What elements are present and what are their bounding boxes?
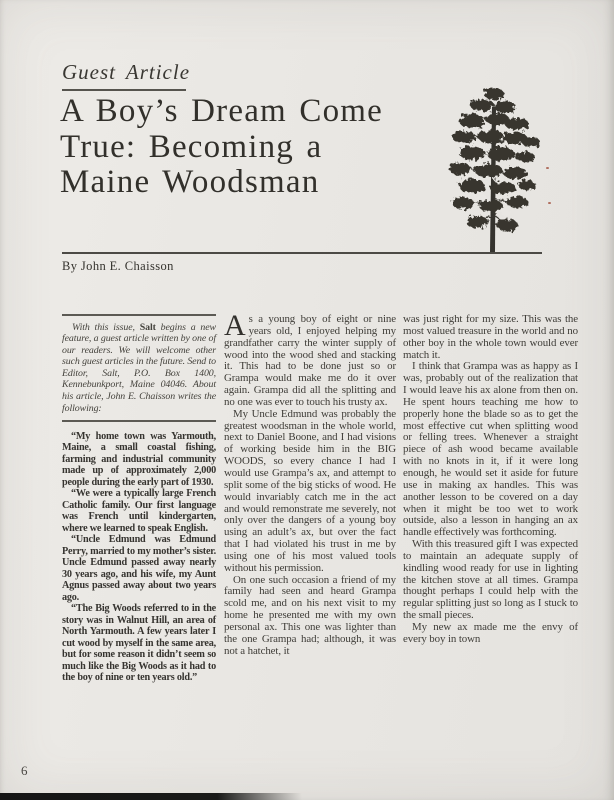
byline: By John E. Chaisson [62,259,174,273]
intro-note [62,322,216,415]
body-column-2 [403,314,578,646]
body-paragraph [224,309,396,409]
quote-paragraph: “My home town was Yarmouth, Maine, a small coastal fishing, farming and industrial community made up of approximately 2,000 people during the early part of 1930. [62,430,216,488]
article-title [60,94,383,201]
intro-text: begins a new feature, a guest article written by one of our readers. We will welcome other such guest articles in the future. Send to Editor, Salt, P.O. Box 1400, Kennebunkport, Maine 04046. About his article, John E. Chaisson writes the following: [62,321,216,414]
scan-edge-bar [0,793,302,800]
quote-paragraph: “Uncle Edmund was Edmund Perry, married to my mother’s sister. Uncle Edmund passed away nearly 30 years ago, and his wife, my Aunt Agnus passed away about two years ago. [62,534,216,603]
intro-rule-bottom [62,420,216,422]
paragraph-text: s a young boy of eight or nine years old, I enjoyed helping my grandfather carry the winter supply of wood into the wood shed and stacking it. This had to be done just so or Grampa would make me do it over again. Grampa did all the splitting and no one was ever to touch his trusty ax. [224,313,396,408]
intro-text: With this issue, [72,321,140,333]
body-column-1 [224,309,396,657]
title-line: A Boy’s Dream Come [60,93,383,129]
kicker: Guest Article [62,60,191,84]
pine-tree-icon [440,81,550,254]
title-line: Maine Woodsman [60,164,320,200]
body-paragraph: My Uncle Edmund was probably the greatest woodsman in the whole world, next to Daniel Boone, and I had visions of working beside him in the BIG WOODS, so every chance I had I would use Grampa’s ax, and attempt to split some of the big sticks of wood. He would invariably catch me in the act and would remonstrate me severely, not only over the dangers of a young boy using an adult’s ax, but over the fact that I had violated his trust in me by using one of his most valued tools without his permission. [224,407,396,574]
intro-column [62,314,216,684]
quote-paragraph: “The Big Woods referred to in the story was in Walnut Hill, an area of North Yarmouth. A few years later I cut wood by myself in the same area, but for some reason it didn’t seem so much like the Big Woods as it had to the boy of nine or ten years old.” [62,603,216,684]
drop-cap: A [224,309,246,342]
quote-paragraph: “We were a typically large French Catholic family. Our first language was French until kindergarten, where we learned to speak English. [62,488,216,534]
title-line: True: Becoming a [60,128,323,165]
body-paragraph: On one such occasion a friend of my family had seen and heard Grampa scold me, and on his next visit to my home he presented me with my own personal ax. This one was lighter than the one Grampa had; although, it was not a hatchet, it [224,573,396,657]
body-paragraph: I think that Grampa was as happy as I was, probably out of the realization that I would leave his ax alone from then on. He spent hours teaching me how to properly hone the blade so as to get the most effective cut when splitting wood or felling trees. Whenever a straight piece of ash wood became available with no knots in it, if it were long enough, he would set it aside for future use in making ax handles. This was another lesson to be covered on a day when it might be too wet to work outside, also a lesson in hanging an ax handle effectively was forthcoming. [403,360,578,539]
body-paragraph: was just right for my size. This was the most valued treasure in the world and no other boy in the whole town would ever match it. [403,313,578,361]
intro-rule-top [62,314,216,316]
scan-speck [546,167,549,169]
page-number: 6 [21,763,28,778]
body-paragraph: My new ax made me the envy of every boy in town [403,620,578,645]
byline-rule [62,252,542,254]
body-paragraph: With this treasured gift I was expected to maintain an adequate supply of kindling wood ready for use in lighting the kitchen stove at all times. Grampa thought perhaps I could help with the regular splitting just so long as I stuck to the small pieces. [403,538,578,622]
kicker-underline [62,89,186,91]
magazine-name: Salt [139,321,156,333]
scan-speck [548,202,551,204]
